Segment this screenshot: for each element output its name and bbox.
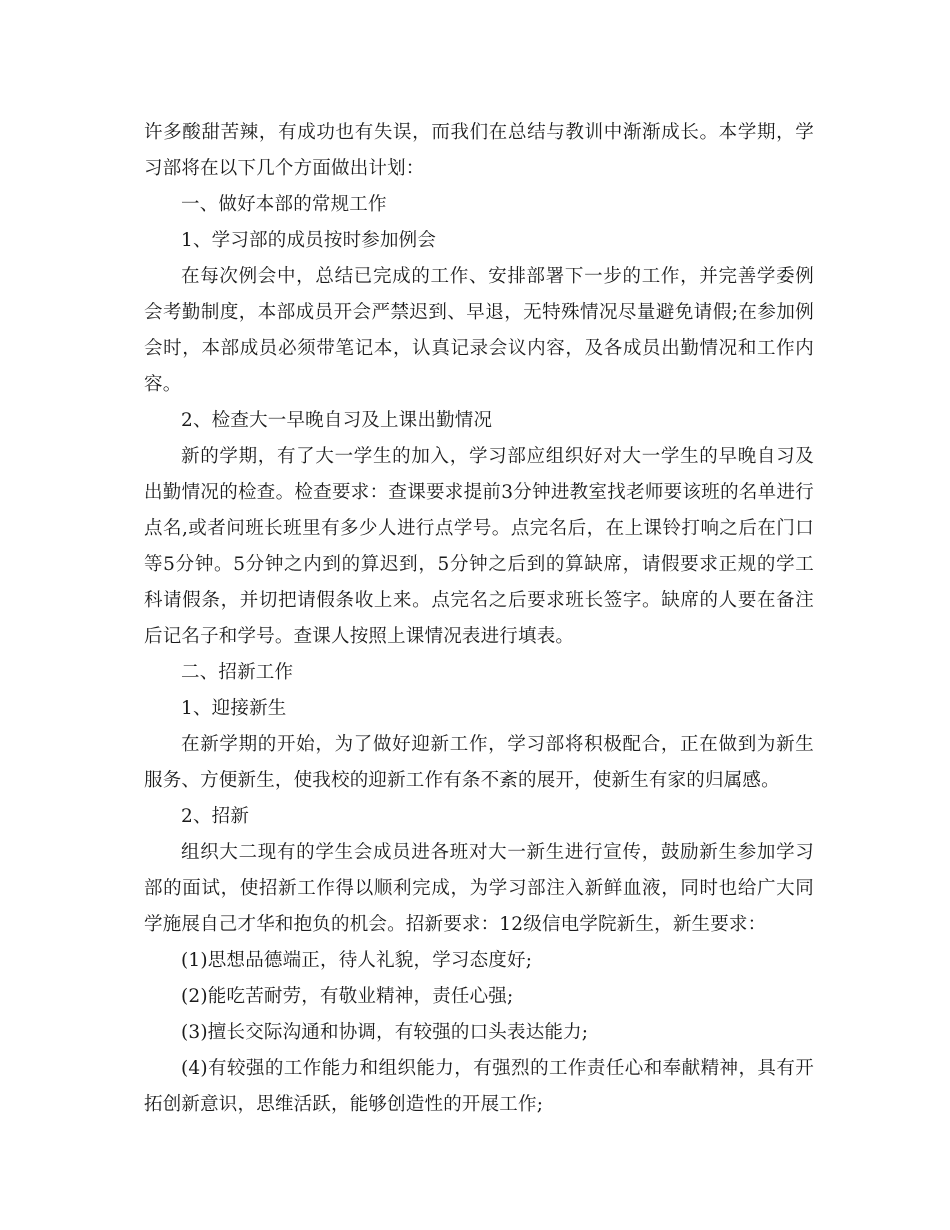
paragraph-recruit: 组织大二现有的学生会成员进各班对大一新生进行宣传，鼓励新生参加学习部的面试，使招新工作得以顺利完成，为学习部注入新鲜血液，同时也给广大同学施展自己才华和抱负的机会。招新要求：12级信电学院新生，新生要求：: [144, 842, 814, 935]
document-body: [144, 115, 814, 1123]
heading-item-2-1: 1、迎接新生: [181, 698, 287, 719]
heading-item-1-1: 1、学习部的成员按时参加例会: [181, 230, 437, 251]
paragraph-welcome: 在新学期的开始，为了做好迎新工作，学习部将积极配合，正在做到为新生服务、方便新生，使我校的迎新工作有条不紊的展开，使新生有家的归属感。: [144, 734, 814, 791]
paragraph-intro: 许多酸甜苦辣，有成功也有失误，而我们在总结与教训中渐渐成长。本学期，学习部将在以下几个方面做出计划：: [144, 122, 814, 179]
heading-item-1-2: 2、检查大一早晚自习及上课出勤情况: [181, 410, 493, 431]
paragraph-meetings: 在每次例会中，总结已完成的工作、安排部署下一步的工作，并完善学委例会考勤制度，本部成员开会严禁迟到、早退，无特殊情况尽量避免请假;在参加例会时，本部成员必须带笔记本，认真记录会议内容，及各成员出勤情况和工作内容。: [144, 266, 814, 395]
requirement-item-1: (1)思想品德端正，待人礼貌，学习态度好;: [181, 950, 533, 971]
requirement-item-4: (4)有较强的工作能力和组织能力，有强烈的工作责任心和奉献精神，具有开拓创新意识，思维活跃，能够创造性的开展工作;: [144, 1058, 814, 1115]
paragraph-attendance: 新的学期，有了大一学生的加入，学习部应组织好对大一学生的早晚自习及出勤情况的检查。检查要求：查课要求提前3分钟进教室找老师要该班的名单进行点名,或者问班长班里有多少人进行点学号。点完名后，在上课铃打响之后在门口等5分钟。5分钟之内到的算迟到，5分钟之后到的算缺席，请假要求正规的学工科请假条，并切把请假条收上来。点完名之后要求班长签字。缺席的人要在备注后记名子和学号。查课人按照上课情况表进行填表。: [144, 446, 814, 647]
heading-section-1: 一、做好本部的常规工作: [181, 194, 387, 215]
heading-item-2-2: 2、招新: [181, 806, 250, 827]
requirement-item-3: (3)擅长交际沟通和协调，有较强的口头表达能力;: [181, 1022, 589, 1043]
requirement-item-2: (2)能吃苦耐劳，有敬业精神，责任心强;: [181, 986, 514, 1007]
heading-section-2: 二、招新工作: [181, 662, 294, 683]
